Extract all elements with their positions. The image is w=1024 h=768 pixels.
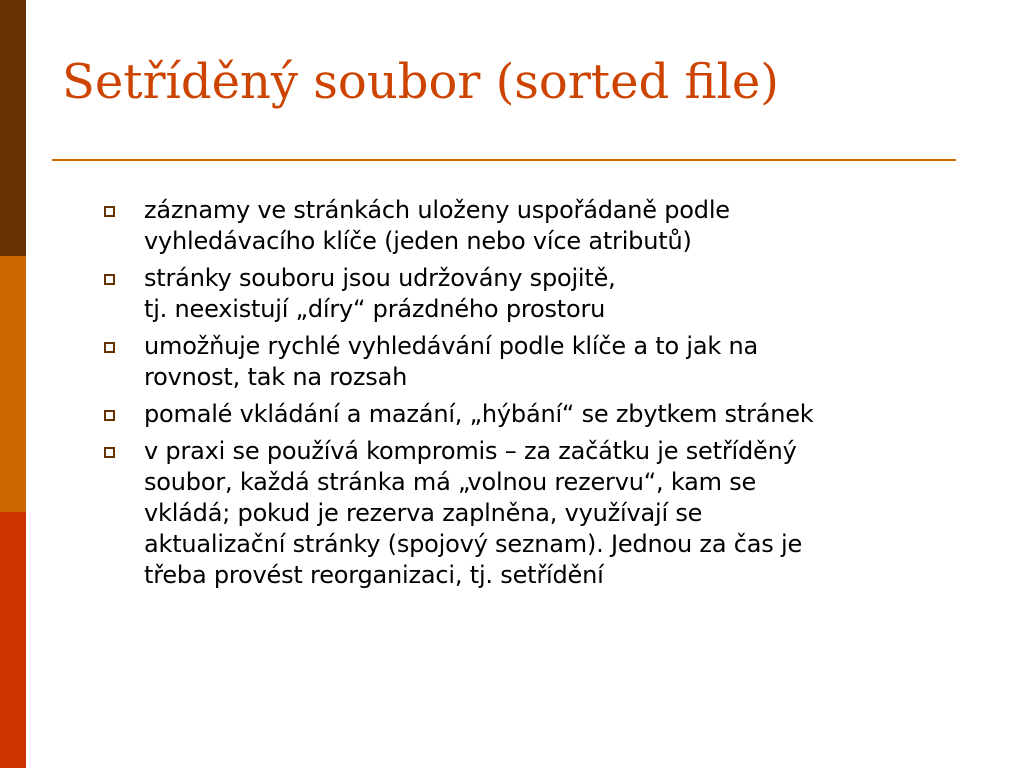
bullet-item (104, 399, 964, 430)
bullet-text-line: umožňuje rychlé vyhledávání podle klíče a to jak na (144, 332, 759, 360)
square-bullet-icon (104, 206, 115, 217)
bullet-text-line: v praxi se používá kompromis – za začátku je setříděný (144, 437, 797, 465)
square-bullet-icon (104, 274, 115, 285)
bullet-text-line: vkládá; pokud je rezerva zaplněna, využívají se (144, 499, 703, 527)
bullet-text-line: tj. neexistují „díry“ prázdného prostoru (144, 295, 606, 323)
side-color-bar (0, 0, 26, 768)
side-bar-segment-red (0, 512, 26, 768)
bullet-text-line: vyhledávacího klíče (jeden nebo více atributů) (144, 227, 692, 255)
title-divider (52, 159, 956, 161)
side-bar-segment-orange (0, 256, 26, 512)
bullet-text-line: záznamy ve stránkách uloženy uspořádaně podle (144, 196, 730, 224)
bullet-item (104, 436, 964, 591)
bullet-text-line: pomalé vkládání a mazání, „hýbání“ se zbytkem stránek (144, 400, 814, 428)
bullet-text-line: třeba provést reorganizaci, tj. setřídění (144, 561, 604, 589)
square-bullet-icon (104, 447, 115, 458)
square-bullet-icon (104, 410, 115, 421)
side-bar-segment-dark (0, 0, 26, 256)
square-bullet-icon (104, 342, 115, 353)
bullet-text-line: soubor, každá stránka má „volnou rezervu“, kam se (144, 468, 757, 496)
slide-title: Setříděný soubor (sorted file) (62, 54, 779, 110)
bullet-text-line: rovnost, tak na rozsah (144, 363, 408, 391)
bullet-item (104, 195, 964, 257)
bullet-text-line: aktualizační stránky (spojový seznam). Jednou za čas je (144, 530, 803, 558)
bullet-text-line: stránky souboru jsou udržovány spojitě, (144, 264, 616, 292)
bullet-list (104, 195, 964, 597)
bullet-item (104, 263, 964, 325)
bullet-item (104, 331, 964, 393)
